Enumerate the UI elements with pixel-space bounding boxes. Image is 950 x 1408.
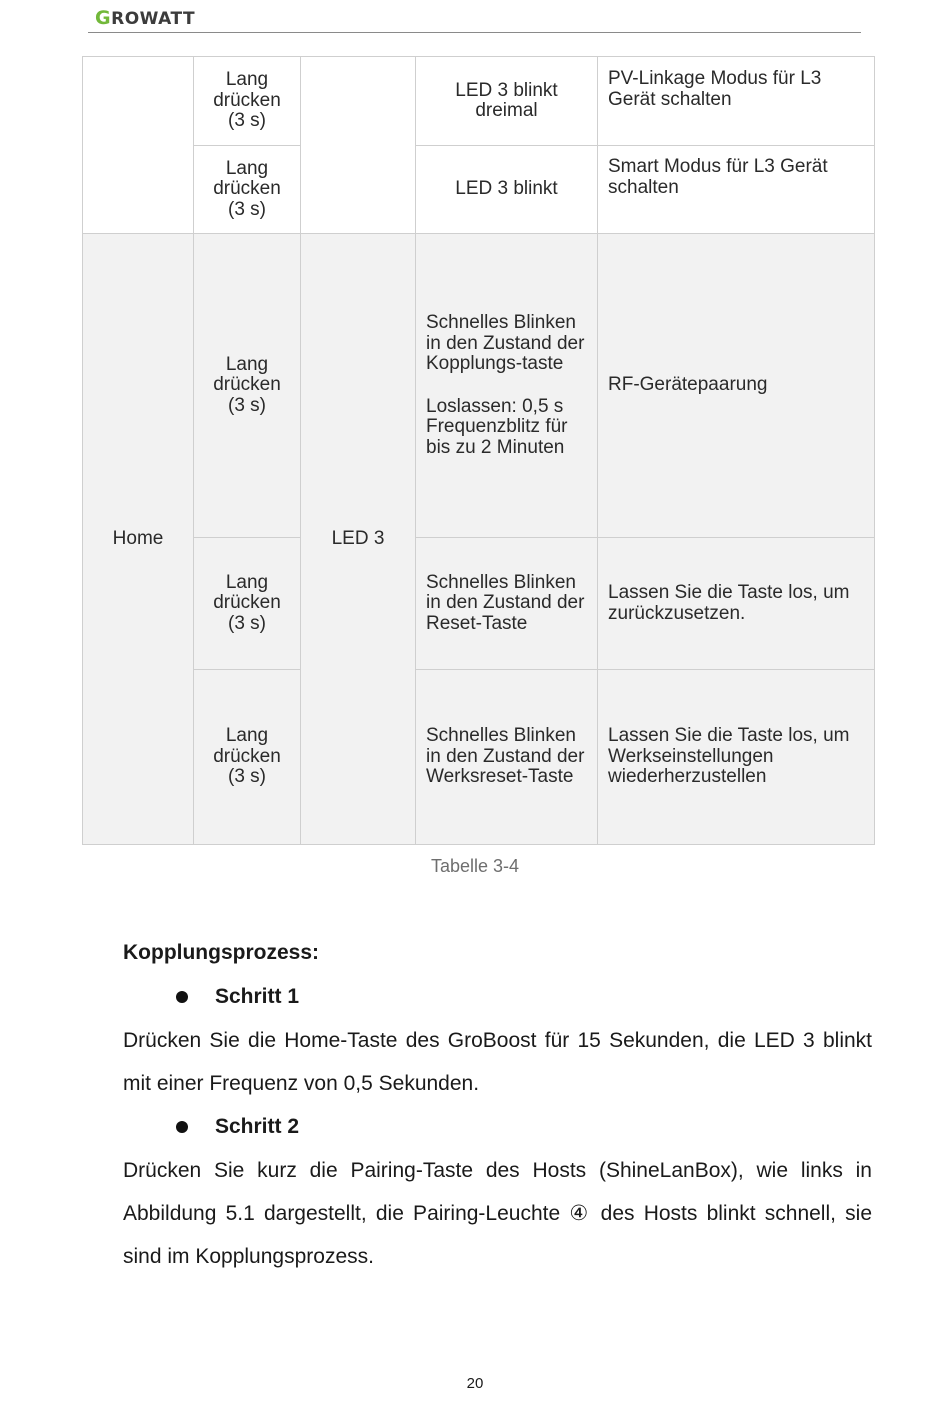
- header-divider: [88, 32, 861, 33]
- state-cell-4: Schnelles Blinken in den Zustand der Reset-Taste: [415, 537, 598, 670]
- growatt-logo: GROWATT: [95, 7, 196, 29]
- state-cell-3: Schnelles Blinken in den Zustand der Kopplungs-taste Loslassen: 0,5 s Frequenzblitz für bis zu 2 Minuten: [415, 233, 598, 538]
- result-cell-3: RF-Gerätepaarung: [597, 233, 875, 538]
- step-2-text: Drücken Sie kurz die Pairing-Taste des Hosts (ShineLanBox), wie links in Abbildung 5.1 dargestellt, die Pairing-Leuchte ④ des Hosts blinkt schnell, sie sind im Kopplungsprozess.: [123, 1159, 872, 1268]
- led-cell: LED 3: [300, 233, 416, 845]
- table-caption: Tabelle 3-4: [430, 856, 520, 876]
- result-cell-1: PV-Linkage Modus für L3 Gerät schalten: [597, 56, 875, 146]
- section-title: Kopplungsprozess:: [123, 941, 320, 964]
- press-cell-1: Lang drücken (3 s): [193, 56, 301, 146]
- step-1-heading: Schritt 1: [173, 985, 299, 1009]
- state-cell-1: LED 3 blinkt dreimal: [415, 56, 598, 146]
- press-cell-2: Lang drücken (3 s): [193, 145, 301, 234]
- function-table: [82, 56, 875, 845]
- bullet-icon: [176, 1121, 188, 1133]
- state-cell-5: Schnelles Blinken in den Zustand der Werksreset-Taste: [415, 669, 598, 845]
- press-cell-4: Lang drücken (3 s): [193, 537, 301, 670]
- press-cell-3: Lang drücken (3 s): [193, 233, 301, 538]
- header-logo: [95, 7, 195, 29]
- blank-cell: [82, 56, 194, 234]
- step-1-text: Drücken Sie die Home-Taste des GroBoost für 15 Sekunden, die LED 3 blinkt mit einer Frequenz von 0,5 Sekunden.: [123, 1029, 872, 1095]
- home-cell: Home: [82, 233, 194, 845]
- state-cell-2: LED 3 blinkt: [415, 145, 598, 234]
- press-cell-5: Lang drücken (3 s): [193, 669, 301, 845]
- result-cell-4: Lassen Sie die Taste los, um zurückzusetzen.: [597, 537, 875, 670]
- result-cell-5: Lassen Sie die Taste los, um Werkseinstellungen wiederherzustellen: [597, 669, 875, 845]
- blank-cell: [300, 56, 416, 234]
- bullet-icon: [176, 991, 188, 1003]
- page-number: 20: [466, 1375, 484, 1392]
- step-2-heading: Schritt 2: [173, 1115, 299, 1139]
- result-cell-2: Smart Modus für L3 Gerät schalten: [597, 145, 875, 234]
